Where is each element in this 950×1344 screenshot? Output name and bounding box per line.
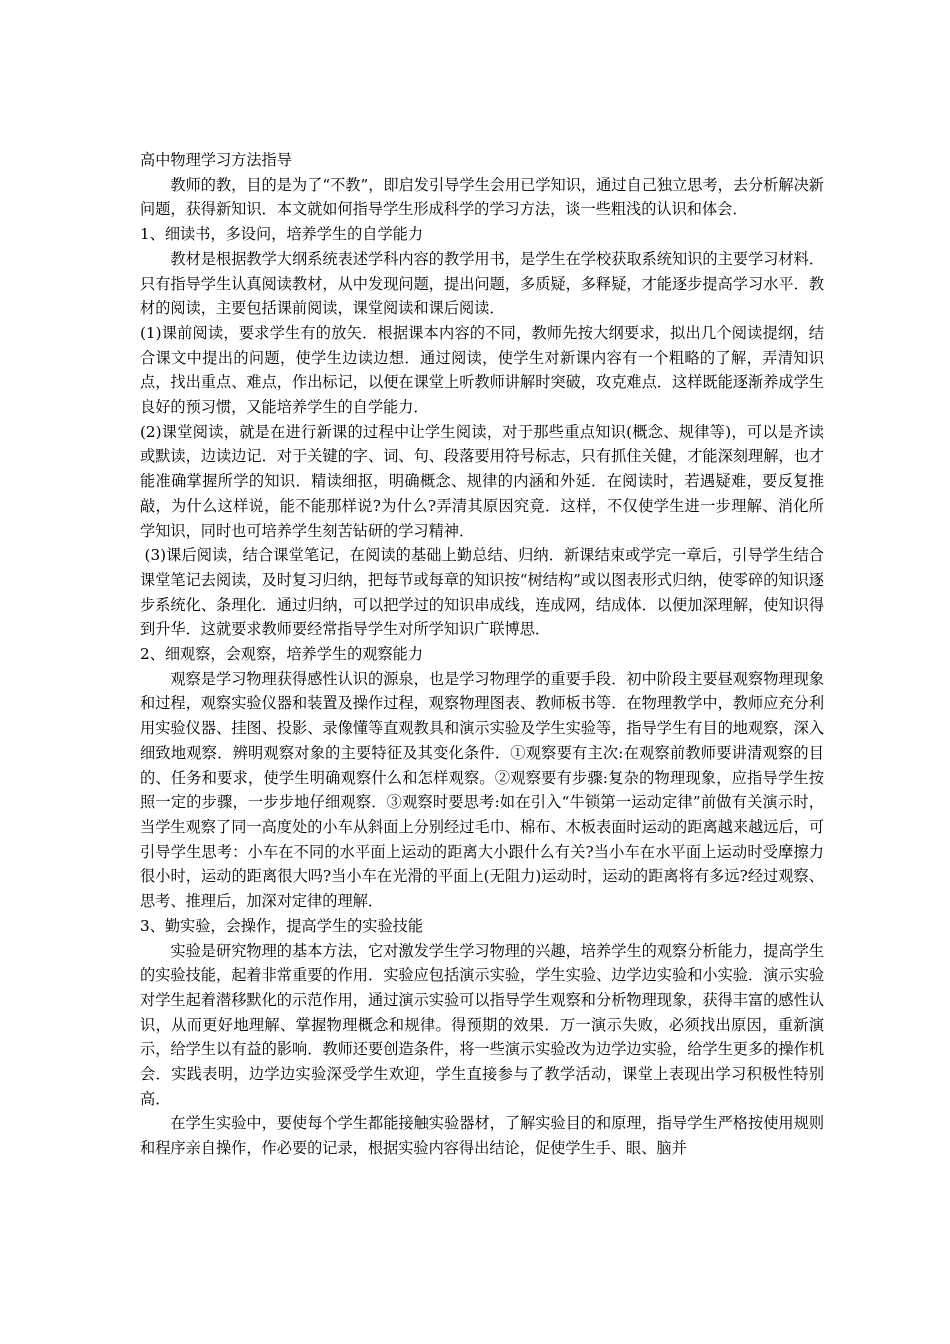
document-page xyxy=(140,148,824,1161)
section-1-paragraph-1: 教材是根据教学大纲系统表述学科内容的教学用书，是学生在学校获取系统知识的主要学习材料．只有指导学生认真阅读教材，从中发现问题，提出问题，多质疑，多释疑，才能逐步提高学习水平．教材的阅读，主要包括课前阅读，课堂阅读和课后阅读． xyxy=(140,249,824,318)
section-1-paragraph-4: (3)课后阅读，结合课堂笔记，在阅读的基础上勤总结、归纳．新课结束或学完一章后，引导学生结合课堂笔记去阅读，及时复习归纳，把每节或每章的知识按“树结构”或以图表形式归纳，使零碎的知识逐步系统化、条理化．通过归纳，可以把学过的知识串成线，连成网，结成体．以便加深理解，使知识得到升华．这就要求教师要经常指导学生对所学知识广联博思． xyxy=(140,546,824,639)
intro-paragraph: 教师的教，目的是为了“不教”，即启发引导学生会用已学知识，通过自己独立思考，去分析解决新问题，获得新知识．本文就如何指导学生形成科学的学习方法，谈一些粗浅的认识和体会． xyxy=(140,175,824,219)
section-2-heading: 2、细观察，会观察，培养学生的观察能力 xyxy=(140,645,424,664)
section-3-paragraph-1: 实验是研究物理的基本方法，它对激发学生学习物理的兴趣，培养学生的观察分析能力，提高学生的实验技能，起着非常重要的作用．实验应包括演示实验，学生实验、边学边实验和小实验．演示实验对学生起着潜移默化的示范作用，通过演示实验可以指导学生观察和分析物理现象，获得丰富的感性认识，从而更好地理解、掌握物理概念和规律。得预期的效果．万一演示失败，必须找出原因，重新演示，给学生以有益的影响．教师还要创造条件，将一些演示实验改为边学边实验，给学生更多的操作机会．实践表明，边学边实验深受学生欢迎，学生直接参与了教学活动，课堂上表现出学习积极性特别高． xyxy=(140,941,824,1108)
section-3-paragraph-2: 在学生实验中，要使每个学生都能接触实验器材，了解实验目的和原理，指导学生严格按使用规则和程序亲自操作，作必要的记录，根据实验内容得出结论，促使学生手、眼、脑并 xyxy=(140,1114,824,1158)
section-1-paragraph-3: (2)课堂阅读，就是在进行新课的过程中让学生阅读，对于那些重点知识(概念、规律等)，可以是齐读或默读，边读边记．对于关键的字、词、句、段落要用符号标志，只有抓住关健，才能深刻理解，也才能准确掌握所学的知识．精读细抠，明确概念、规律的内涵和外延．在阅读时，若遇疑难，要反复推敲，为什么这样说，能不能那样说?为什么?弄清其原因究竟．这样，不仅使学生进一步理解、消化所学知识，同时也可培养学生刻苦钻研的学习精神． xyxy=(140,422,824,540)
section-1-heading: 1、细读书，多设问，培养学生的自学能力 xyxy=(140,225,424,244)
document-title: 高中物理学习方法指导 xyxy=(140,151,292,169)
section-3-heading: 3、勤实验，会操作，提高学生的实验技能 xyxy=(140,916,424,935)
section-1-paragraph-2: (1)课前阅读，要求学生有的放矢．根据课本内容的不同，教师先按大纲要求，拟出几个阅读提纲，结合课文中提出的问题，使学生边读边想．通过阅读，使学生对新课内容有一个粗略的了解，弄清知识点，找出重点、难点，作出标记，以便在课堂上听教师讲解时突破，攻克难点．这样既能逐渐养成学生良好的预习惯，又能培养学生的自学能力． xyxy=(140,323,824,417)
section-2-paragraph-1: 观察是学习物理获得感性认识的源泉，也是学习物理学的重要手段．初中阶段主要昼观察物理现象和过程，观察实验仪器和装置及操作过程，观察物理图表、教师板书等．在物理教学中，教师应充分利用实验仪器、挂图、投影、录像懂等直观教具和演示实验及学生实验等，指导学生有目的地观察，深入细致地观察．辨明观察对象的主要特征及其变化条件．①观察要有主次:在观察前教师要讲清观察的目的、任务和要求，使学生明确观察什么和怎样观察。②观察要有步骤:复杂的物理现象，应指导学生按照一定的步骤，一步步地仔细观察．③观察时要思考:如在引入“牛锁第一运动定律”前做有关演示时，当学生观察了同一高度处的小车从斜面上分别经过毛巾、棉布、木板表面时运动的距离越来越远后，可引导学生思考：小车在不同的水平面上运动的距离大小跟什么有关?当小车在水平面上运动时受摩擦力很小时，运动的距离很大吗?当小车在光滑的平面上(无阻力)运动时，运动的距离将有多远?经过观察、思考、推理后，加深对定律的理解． xyxy=(140,669,824,911)
